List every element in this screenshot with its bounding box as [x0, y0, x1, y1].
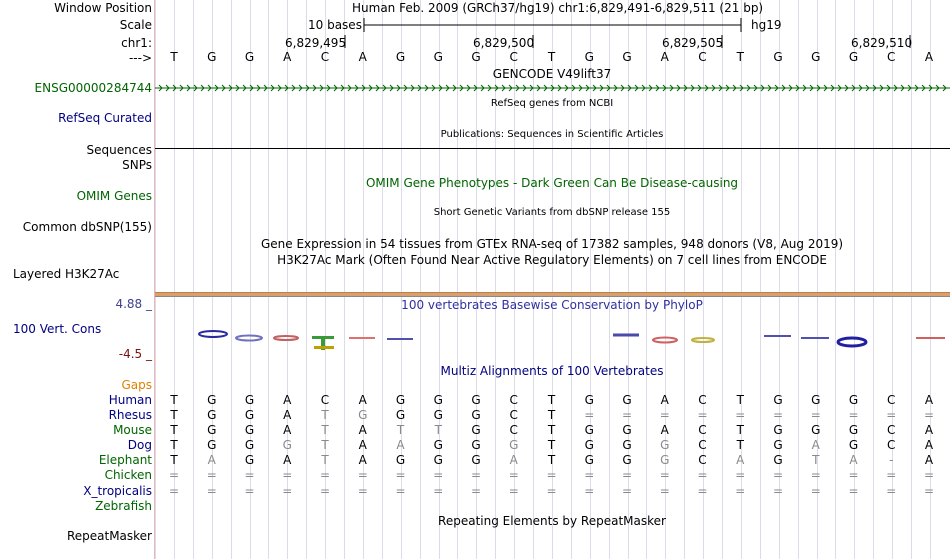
- base-letter: T: [736, 50, 744, 64]
- alignment-base: =: [357, 468, 368, 482]
- alignment-base: A: [283, 453, 292, 467]
- alignment-base: G: [244, 453, 255, 467]
- gencode-title[interactable]: GENCODE V49lift37: [492, 67, 612, 81]
- alignment-base: A: [396, 438, 405, 452]
- alignment-base: A: [924, 393, 934, 407]
- alignment-base: =: [810, 484, 821, 498]
- tick-label-2: 6,829,500: [473, 36, 535, 50]
- gtex-title[interactable]: Gene Expression in 54 tissues from GTEx RNA-seq of 17382 samples, 948 donors (V8, Aug 2019): [260, 237, 844, 251]
- alignment-base: =: [282, 468, 293, 482]
- alignment-base: =: [772, 484, 784, 498]
- track-labels: [0, 0, 154, 559]
- assembly-label: hg19: [751, 18, 782, 32]
- alignment-base: G: [773, 423, 783, 437]
- alignment-base: T: [396, 423, 405, 437]
- alignment-base: T: [321, 408, 329, 422]
- omim-title[interactable]: OMIM Gene Phenotypes - Dark Green Can Be Disease-causing: [365, 176, 739, 190]
- dbsnp-title[interactable]: Short Genetic Variants from dbSNP release 155: [433, 207, 671, 218]
- label-common-dbsnp[interactable]: Common dbSNP(155): [22, 220, 152, 234]
- species-label[interactable]: Rhesus: [108, 408, 152, 422]
- alignment-base: T: [736, 438, 744, 452]
- alignment-base: =: [584, 468, 595, 482]
- alignment-base: =: [848, 408, 859, 422]
- label-cons-max: 4.88 _: [115, 297, 152, 311]
- tick-label-3: 6,829,505: [662, 36, 724, 50]
- alignment-base: =: [357, 484, 368, 498]
- alignment-base: A: [207, 453, 216, 467]
- base-letter: G: [622, 50, 632, 64]
- tick-label-1: 6,829,495: [285, 36, 347, 50]
- alignment-base: A: [358, 423, 367, 437]
- alignment-base: =: [810, 408, 821, 422]
- alignment-base: =: [546, 468, 557, 482]
- alignment-base: =: [772, 408, 784, 422]
- alignment-base: =: [584, 484, 595, 498]
- alignment-base: G: [433, 393, 443, 407]
- alignment-base: G: [358, 408, 368, 422]
- alignment-base: =: [470, 468, 482, 482]
- alignment-base: T: [170, 438, 178, 452]
- publications-title[interactable]: Publications: Sequences in Scientific Articles: [440, 129, 664, 140]
- alignment-base: =: [584, 408, 595, 422]
- h3k27ac-title[interactable]: H3K27Ac Mark (Often Found Near Active Regulatory Elements) on 7 cell lines from ENCODE: [277, 253, 827, 267]
- base-letter: C: [509, 50, 518, 64]
- alignment-base: =: [735, 484, 746, 498]
- alignment-base: =: [697, 468, 708, 482]
- alignment-base: A: [283, 408, 292, 422]
- label-strand-arrow[interactable]: --->: [128, 51, 152, 65]
- base-letter: T: [170, 50, 178, 64]
- alignment-base: =: [772, 468, 784, 482]
- gencode-feature[interactable]: [155, 82, 950, 94]
- tick-label-4: 6,829,510: [851, 36, 913, 50]
- alignment-base: =: [923, 468, 935, 482]
- alignment-base: C: [698, 453, 707, 467]
- alignment-base: =: [621, 408, 633, 422]
- alignment-base: =: [168, 468, 180, 482]
- alignment-base: A: [283, 393, 292, 407]
- alignment-base: G: [244, 393, 255, 407]
- alignment-base: A: [924, 438, 934, 452]
- alignment-base: G: [244, 423, 255, 437]
- track-area[interactable]: [155, 0, 950, 559]
- alignment-base: G: [471, 393, 481, 407]
- alignment-base: T: [434, 423, 442, 437]
- alignment-base: C: [698, 423, 707, 437]
- alignment-base: C: [698, 438, 707, 452]
- alignment-base: G: [622, 423, 632, 437]
- alignment-base: =: [886, 408, 897, 422]
- alignment-base: A: [509, 453, 518, 467]
- alignment-base: G: [584, 393, 594, 407]
- alignment-base: G: [433, 438, 443, 452]
- alignment-base: G: [584, 423, 594, 437]
- alignment-base: T: [812, 453, 820, 467]
- alignment-base: G: [811, 393, 821, 407]
- label-h3k27ac[interactable]: Layered H3K27Ac: [13, 267, 120, 281]
- alignment-base: T: [170, 423, 178, 437]
- base-letter: G: [395, 50, 406, 64]
- track-separator: [155, 292, 950, 297]
- base-letter: G: [773, 50, 783, 64]
- alignment-base: A: [811, 438, 820, 452]
- alignment-base: C: [698, 393, 707, 407]
- alignment-base: T: [736, 393, 744, 407]
- alignment-base: G: [471, 438, 481, 452]
- label-window-position: Window Position: [54, 1, 152, 15]
- alignment-base: T: [547, 423, 556, 437]
- alignment-base: G: [395, 408, 406, 422]
- base-letter: G: [848, 50, 859, 64]
- alignment-base: =: [546, 484, 557, 498]
- alignment-base: G: [622, 453, 632, 467]
- alignment-base: C: [887, 438, 896, 452]
- base-letter: G: [207, 50, 217, 64]
- alignment-base: =: [206, 484, 217, 498]
- base-letter: G: [471, 50, 481, 64]
- alignment-base: T: [547, 408, 556, 422]
- species-label[interactable]: Mouse: [113, 423, 152, 437]
- alignment-base: G: [433, 408, 443, 422]
- species-label[interactable]: X_tropicalis: [83, 484, 152, 498]
- alignment-base: T: [736, 423, 744, 437]
- label-omim[interactable]: OMIM Genes: [76, 189, 152, 203]
- alignment-base: T: [321, 438, 329, 452]
- alignment-base: G: [848, 423, 859, 437]
- refseq-title[interactable]: RefSeq genes from NCBI: [490, 98, 614, 109]
- alignment-base: G: [584, 453, 594, 467]
- alignment-base: G: [773, 453, 783, 467]
- alignment-base: =: [282, 484, 293, 498]
- alignment-base: =: [735, 468, 746, 482]
- alignment-base: =: [433, 468, 444, 482]
- alignment-base: G: [848, 438, 859, 452]
- alignment-base: =: [433, 484, 444, 498]
- alignment-base: =: [659, 408, 670, 422]
- alignment-base: G: [811, 423, 821, 437]
- alignment-base: =: [395, 468, 406, 482]
- base-letter: C: [698, 50, 707, 64]
- alignment-base: G: [622, 393, 632, 407]
- alignment-base: =: [848, 484, 859, 498]
- base-letter: A: [660, 50, 669, 64]
- label-repeatmasker[interactable]: RepeatMasker: [66, 529, 152, 543]
- alignment-base: C: [509, 393, 518, 407]
- alignment-base: G: [660, 453, 670, 467]
- alignment-base: =: [470, 484, 482, 498]
- alignment-base: G: [207, 408, 217, 422]
- alignment-base: =: [810, 468, 821, 482]
- phylop-title[interactable]: 100 vertebrates Basewise Conservation by PhyloP: [401, 298, 703, 312]
- alignment-base: G: [660, 438, 670, 452]
- alignment-base: =: [659, 468, 670, 482]
- species-label[interactable]: Elephant: [98, 453, 152, 467]
- alignment-base: =: [206, 468, 217, 482]
- alignment-base: =: [697, 408, 708, 422]
- alignment-base: C: [887, 393, 896, 407]
- alignment-base: A: [736, 453, 745, 467]
- alignment-base: G: [282, 438, 292, 452]
- alignment-base: G: [207, 393, 217, 407]
- alignment-base: =: [621, 468, 633, 482]
- alignment-base: =: [659, 484, 670, 498]
- multiz-title[interactable]: Multiz Alignments of 100 Vertebrates: [440, 364, 664, 378]
- phylop-logo: [155, 326, 950, 354]
- alignment-base: T: [547, 393, 556, 407]
- alignment-base: G: [509, 438, 519, 452]
- alignment-base: G: [207, 438, 217, 452]
- alignment-base: =: [244, 484, 255, 498]
- repeatmasker-title[interactable]: Repeating Elements by RepeatMasker: [438, 514, 666, 528]
- base-letter: A: [924, 50, 934, 64]
- alignment-base: A: [924, 453, 934, 467]
- alignment-base: G: [395, 393, 406, 407]
- alignment-base: A: [283, 423, 292, 437]
- label-sequences[interactable]: Sequences: [86, 143, 152, 157]
- alignment-base: =: [923, 408, 935, 422]
- alignment-base: T: [321, 423, 329, 437]
- alignment-base: G: [207, 423, 217, 437]
- alignment-base: G: [395, 453, 406, 467]
- alignment-base: A: [358, 438, 367, 452]
- base-letter: A: [283, 50, 292, 64]
- base-letter: G: [244, 50, 255, 64]
- alignment-base: G: [471, 423, 481, 437]
- label-snps[interactable]: SNPs: [122, 158, 152, 172]
- alignment-base: C: [887, 423, 896, 437]
- alignment-base: G: [244, 438, 255, 452]
- alignment-base: =: [319, 468, 331, 482]
- alignment-base: T: [547, 438, 556, 452]
- alignment-base: =: [244, 468, 255, 482]
- species-label[interactable]: Dog: [127, 438, 152, 452]
- alignment-base: G: [471, 453, 481, 467]
- species-label[interactable]: Human: [108, 393, 152, 407]
- label-ensg[interactable]: ENSG00000284744: [34, 81, 152, 95]
- alignment-base: =: [395, 484, 406, 498]
- alignment-base: =: [621, 484, 633, 498]
- base-letter: C: [320, 50, 330, 64]
- alignment-base: G: [584, 438, 594, 452]
- alignment-base: T: [170, 393, 178, 407]
- alignment-base: T: [170, 453, 178, 467]
- alignment-base: =: [923, 484, 935, 498]
- alignment-base: =: [886, 468, 897, 482]
- alignment-base: A: [358, 453, 367, 467]
- alignment-base: A: [660, 423, 669, 437]
- species-label[interactable]: Chicken: [104, 468, 152, 482]
- base-letter: G: [433, 50, 443, 64]
- alignment-base: T: [547, 453, 556, 467]
- alignment-base: C: [509, 408, 518, 422]
- alignment-base: G: [244, 408, 255, 422]
- label-cons-min: -4.5 _: [118, 347, 152, 361]
- base-letter: G: [811, 50, 821, 64]
- base-letter: A: [358, 50, 367, 64]
- base-letter: G: [584, 50, 594, 64]
- alignment-base: =: [697, 484, 708, 498]
- base-letter: C: [887, 50, 896, 64]
- alignment-base: =: [319, 484, 331, 498]
- label-refseq[interactable]: RefSeq Curated: [58, 111, 152, 125]
- alignment-base: T: [170, 408, 178, 422]
- position-text: Human Feb. 2009 (GRCh37/hg19) chr1:6,829,491-6,829,511 (21 bp): [352, 1, 764, 15]
- label-cons[interactable]: 100 Vert. Cons: [13, 322, 102, 336]
- alignment-base: A: [358, 393, 367, 407]
- alignment-base: G: [773, 393, 783, 407]
- alignment-base: A: [924, 423, 934, 437]
- alignment-base: =: [848, 468, 859, 482]
- alignment-base: G: [773, 438, 783, 452]
- alignment-base: =: [886, 484, 897, 498]
- alignment-base: =: [735, 408, 746, 422]
- scale-text: 10 bases: [308, 18, 362, 32]
- alignment-base: T: [321, 453, 329, 467]
- alignment-base: G: [622, 438, 632, 452]
- alignment-base: A: [660, 393, 669, 407]
- alignment-base: =: [508, 468, 519, 482]
- label-scale: Scale: [119, 18, 152, 32]
- alignment-base: =: [168, 484, 180, 498]
- alignment-base: C: [320, 393, 330, 407]
- label-gaps[interactable]: Gaps: [121, 378, 152, 392]
- alignment-base: =: [508, 484, 519, 498]
- alignment-base: G: [848, 393, 859, 407]
- alignment-base: C: [509, 423, 518, 437]
- alignment-base: A: [849, 453, 858, 467]
- sequences-line: [155, 148, 950, 149]
- species-label[interactable]: Zebrafish: [95, 499, 152, 513]
- alignment-base: -: [889, 453, 894, 467]
- label-chr: chr1:: [121, 36, 152, 50]
- alignment-base: G: [471, 408, 481, 422]
- alignment-base: G: [433, 453, 443, 467]
- base-letter: T: [547, 50, 556, 64]
